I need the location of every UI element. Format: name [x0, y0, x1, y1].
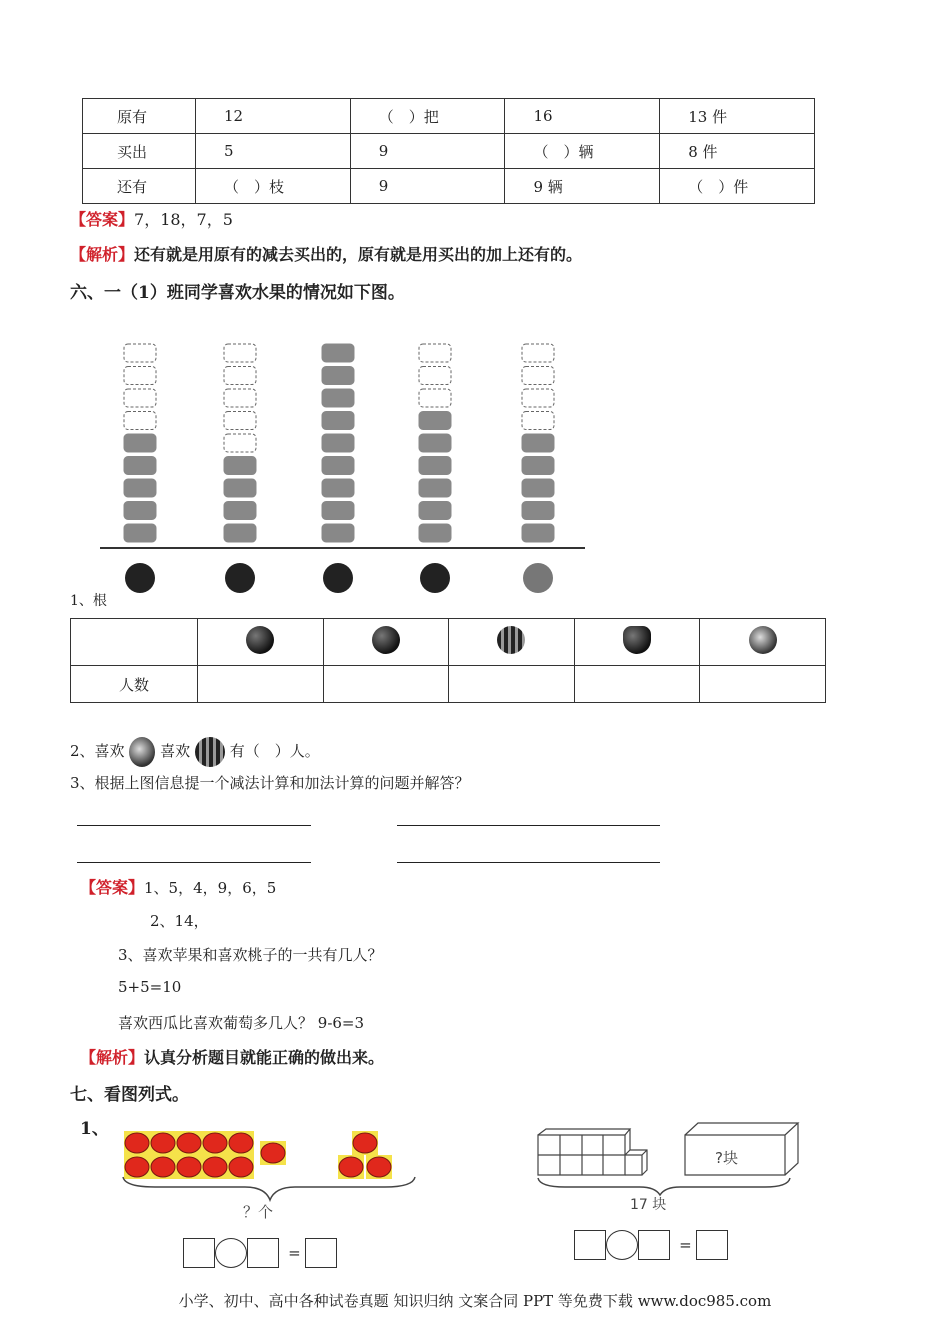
filled-cell: [419, 434, 451, 452]
apples-picture: [115, 1125, 435, 1225]
apple-icon: [229, 1157, 253, 1177]
empty-cell: [419, 344, 451, 362]
filled-cell: [322, 389, 354, 407]
small-blocks: [538, 1135, 625, 1175]
filled-cell: [419, 457, 451, 475]
filled-cell: [224, 524, 256, 542]
empty-cell: [522, 389, 554, 407]
empty-cell: [224, 389, 256, 407]
filled-cell: [522, 479, 554, 497]
filled-cell: [322, 502, 354, 520]
apple-icon: [353, 1133, 377, 1153]
filled-cell: [124, 479, 156, 497]
table-cell: （ ）枝: [196, 169, 351, 204]
apple-icon: [125, 563, 155, 593]
table-cell: 5: [196, 134, 351, 169]
count-row-label: 人数: [71, 666, 198, 703]
table-cell: （ ）辆: [505, 134, 660, 169]
filled-cell: [224, 502, 256, 520]
table-cell: 13 件: [660, 99, 815, 134]
apple-icon: [177, 1157, 201, 1177]
analysis-tag: 【解析】: [70, 245, 135, 264]
apple-icon: [177, 1133, 201, 1153]
count-table: [70, 618, 826, 703]
operator-circle[interactable]: [215, 1238, 247, 1268]
brace: [538, 1178, 790, 1195]
question-1-label: 1、根: [70, 593, 107, 609]
filled-cell: [522, 434, 554, 452]
count-cell[interactable]: [574, 666, 700, 703]
peach-icon: [129, 737, 155, 767]
apple-icon: [125, 1157, 149, 1177]
blocks-picture: [530, 1115, 810, 1215]
empty-cell: [419, 367, 451, 385]
apple-icon: [261, 1143, 285, 1163]
empty-cell: [124, 389, 156, 407]
filled-cell: [419, 479, 451, 497]
grape-icon: [623, 626, 651, 654]
apple-icon: [229, 1133, 253, 1153]
row-label: 原有: [83, 99, 196, 134]
empty-cell: [224, 412, 256, 430]
filled-cell: [124, 502, 156, 520]
equation-2: =: [574, 1230, 728, 1260]
operator-circle[interactable]: [606, 1230, 638, 1260]
count-cell[interactable]: [700, 666, 826, 703]
empty-cell: [124, 367, 156, 385]
table-cell: 9: [350, 169, 505, 204]
analysis-1: [70, 242, 582, 265]
section-7-title: 七、看图列式。: [70, 1085, 189, 1105]
empty-cell: [124, 344, 156, 362]
filled-cell: [322, 434, 354, 452]
filled-cell: [322, 412, 354, 430]
brace: [123, 1177, 415, 1200]
apple-icon: [125, 1133, 149, 1153]
empty-cell: [224, 344, 256, 362]
equation-box[interactable]: [574, 1230, 606, 1260]
question-3: 3、根据上图信息提一个减法计算和加法计算的问题并解答？: [70, 774, 470, 792]
filled-cell: [419, 524, 451, 542]
count-cell[interactable]: [198, 666, 324, 703]
filled-cell: [522, 457, 554, 475]
equation-box[interactable]: [305, 1238, 337, 1268]
answer-line[interactable]: [397, 825, 660, 826]
filled-cell: [124, 434, 156, 452]
answer-tag: 【答案】: [70, 210, 135, 229]
filled-cell: [224, 479, 256, 497]
question-2: 2、喜欢 喜欢 有（ ）人。: [70, 737, 320, 767]
filled-cell: [522, 502, 554, 520]
big-block-label: ?块: [715, 1149, 738, 1167]
equation-box[interactable]: [247, 1238, 279, 1268]
apple-icon: [151, 1133, 175, 1153]
equation-1: =: [183, 1238, 337, 1268]
row-label: 买出: [83, 134, 196, 169]
filled-cell: [522, 524, 554, 542]
equation-box[interactable]: [696, 1230, 728, 1260]
table-cell: 16: [505, 99, 660, 134]
count-cell[interactable]: [323, 666, 449, 703]
table-cell: 8 件: [660, 134, 815, 169]
picture-1-caption: ？个: [243, 1203, 274, 1221]
watermelon-icon: [497, 626, 525, 654]
apple-icon: [246, 626, 274, 654]
row-label: 还有: [83, 169, 196, 204]
answer-2-line5: 喜欢西瓜比喜欢葡萄多几人？ 9-6=3: [118, 1014, 365, 1032]
watermelon-icon: [323, 563, 353, 593]
answer-line[interactable]: [77, 862, 311, 863]
answer-line[interactable]: [77, 825, 311, 826]
footer: 小学、初中、高中各种试卷真题 知识归纳 文案合同 PPT 等免费下载 www.doc985.com: [178, 1292, 772, 1310]
inventory-table: [82, 98, 815, 204]
answer-2-line4: 5+5=10: [118, 978, 182, 996]
apple-icon: [367, 1157, 391, 1177]
filled-cell: [322, 457, 354, 475]
watermelon-icon: [195, 737, 225, 767]
answer-2-line2: 2、14，: [150, 912, 209, 930]
filled-cell: [124, 457, 156, 475]
apple-icon: [339, 1157, 363, 1177]
fruit-pictograph: [95, 330, 595, 610]
pomegranate-icon: [372, 626, 400, 654]
empty-cell: [224, 367, 256, 385]
answer-1: [70, 207, 233, 230]
filled-cell: [419, 412, 451, 430]
table-cell: 9: [350, 134, 505, 169]
table-cell: 12: [196, 99, 351, 134]
empty-cell: [124, 412, 156, 430]
empty-cell: [522, 344, 554, 362]
peach-icon: [523, 563, 553, 593]
filled-cell: [419, 502, 451, 520]
answer-text: 7，18，7，5: [134, 210, 233, 229]
picture-1-number: 1、: [80, 1119, 109, 1139]
peach-icon: [749, 626, 777, 654]
empty-cell: [522, 412, 554, 430]
empty-cell: [224, 434, 256, 452]
table-cell: （ ）把: [350, 99, 505, 134]
apple-icon: [203, 1133, 227, 1153]
pomegranate-icon: [225, 563, 255, 593]
table-cell: （ ）件: [660, 169, 815, 204]
equation-box[interactable]: [183, 1238, 215, 1268]
analysis-text: 还有就是用原有的减去买出的，原有就是用买出的加上还有的。: [134, 245, 583, 264]
filled-cell: [322, 367, 354, 385]
filled-cell: [322, 344, 354, 362]
apple-icon: [151, 1157, 175, 1177]
equation-box[interactable]: [638, 1230, 670, 1260]
filled-cell: [224, 457, 256, 475]
section-6-title: 六、一（1）班同学喜欢水果的情况如下图。: [70, 283, 405, 303]
table-row: [83, 169, 815, 204]
filled-cell: [322, 524, 354, 542]
filled-cell: [322, 479, 354, 497]
analysis-2: 【解析】认真分析题目就能正确的做出来。: [80, 1048, 385, 1067]
table-row: [83, 134, 815, 169]
answer-2-line3: 3、喜欢苹果和喜欢桃子的一共有几人？: [118, 946, 383, 964]
answer-2: 【答案】1、5，4，9，6，5: [80, 878, 277, 897]
grape-icon: [420, 563, 450, 593]
answer-line[interactable]: [397, 862, 660, 863]
big-block: [685, 1123, 798, 1175]
filled-cell: [124, 524, 156, 542]
empty-cell: [522, 367, 554, 385]
table-cell: 9 辆: [505, 169, 660, 204]
apple-icon: [203, 1157, 227, 1177]
table-row: [83, 99, 815, 134]
count-cell[interactable]: [449, 666, 575, 703]
empty-cell: [419, 389, 451, 407]
picture-2-caption: 17 块: [630, 1197, 667, 1213]
